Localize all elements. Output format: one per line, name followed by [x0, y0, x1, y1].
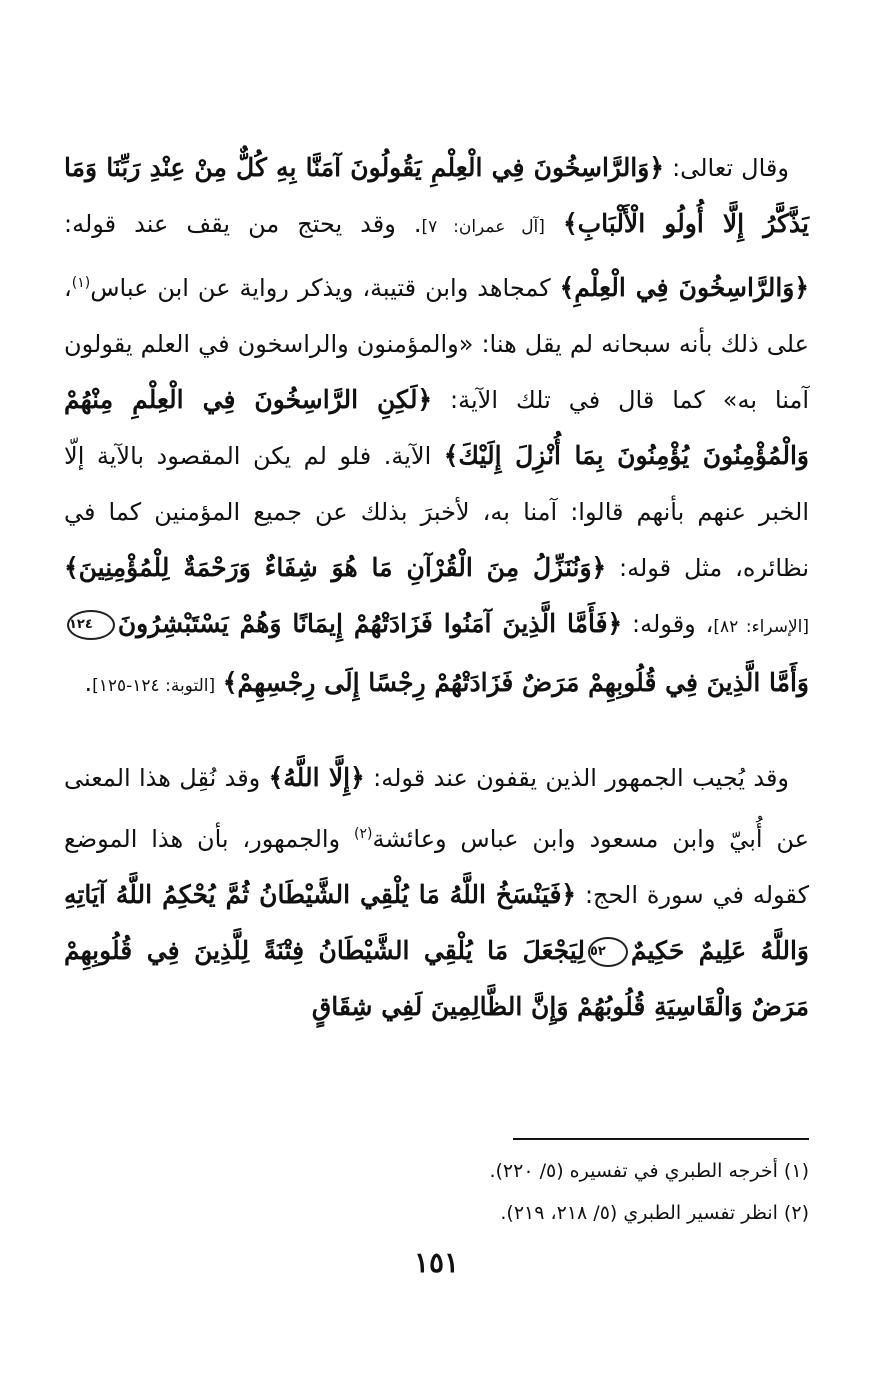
quran-verse: لِيَجْعَلَ مَا يُلْقِي الشَّيْطَانُ فِتْنَةً لِلَّذِينَ فِي قُلُوبِهِمْ مَرَضٌ وَالْقَاسِيَةِ قُلُوبُهُمْ وَإِنَّ الظَّالِمِينَ لَفِي شِقَاقٍ — [64, 936, 809, 1021]
ayah-number-marker: ١٢٤ — [67, 610, 115, 640]
quran-verse: ﴿وَالرَّاسِخُونَ فِي الْعِلْمِ يَقُولُونَ آمَنَّا بِهِ كُلٌّ مِنْ عِنْدِ رَبِّنَا وَمَا يَذَّكَّرُ إِلَّا أُولُو الْأَلْبَابِ﴾ — [64, 153, 809, 238]
footnote-marker: (١) — [71, 275, 91, 291]
ayah-number-marker: ٥٢ — [588, 937, 628, 967]
quran-verse: ﴿إِلَّا اللَّهُ﴾ — [268, 763, 365, 792]
footnotes — [64, 1150, 809, 1234]
verse-reference: [الإسراء: ٨٢] — [713, 617, 809, 637]
text-segment: والجمهور، بأن هذا الموضع كقوله في سورة الحج: — [64, 825, 809, 909]
verse-reference: [آل عمران: ٧] — [421, 217, 545, 237]
quran-verse: ﴿فَأَمَّا الَّذِينَ آمَنُوا فَزَادَتْهُمْ إِيمَانًا وَهُمْ يَسْتَبْشِرُونَ — [117, 609, 623, 638]
page-number: ١٥١ — [413, 1246, 460, 1279]
text-segment: وقد نُقِل هذا المعنى عن أُبيّ وابن مسعود وابن عباس وعائشة — [64, 764, 809, 853]
text-segment: ، على ذلك بأنه سبحانه لم يقل هنا: «والمؤمنون والراسخون في العلم يقولون آمنا به» كما قال في تلك الآية: — [64, 274, 809, 414]
footnote-1: (١) أخرجه الطبري في تفسيره (٥/ ٢٢٠). — [489, 1160, 809, 1182]
text-segment: كمجاهد وابن قتيبة، ويذكر رواية عن ابن عباس — [90, 274, 560, 302]
text-segment: الآية. فلو لم يكن المقصود بالآية إلّا الخبر عنهم بأنهم قالوا: آمنا به، لأخبرَ بذلك عن جميع المؤمنين كما في نظائره، مثل قوله: — [64, 442, 810, 582]
paragraph-1 — [64, 140, 809, 714]
footnote-marker: (٢) — [353, 826, 373, 842]
text-segment: وقد يُجيب الجمهور الذين يقفون عند قوله: — [364, 764, 790, 792]
body-text — [64, 140, 809, 1035]
paragraph-2 — [64, 750, 809, 1035]
text-segment: . — [84, 669, 93, 697]
quran-verse: ﴿وَالرَّاسِخُونَ فِي الْعِلْمِ﴾ — [559, 273, 810, 302]
quran-verse: ﴿لَكِنِ الرَّاسِخُونَ فِي الْعِلْمِ مِنْهُمْ وَالْمُؤْمِنُونَ يُؤْمِنُونَ بِمَا أُنْزِلَ إِلَيْكَ﴾ — [64, 385, 809, 470]
quran-verse: ﴿وَنُنَزِّلُ مِنَ الْقُرْآنِ مَا هُوَ شِفَاءٌ وَرَحْمَةٌ لِلْمُؤْمِنِينَ﴾ — [64, 553, 607, 582]
text-segment: وقال تعالى: — [663, 154, 789, 182]
verse-reference: [التوبة: ١٢٤-١٢٥] — [92, 676, 216, 696]
footnote-2: (٢) انظر تفسير الطبري (٥/ ٢١٨، ٢١٩). — [500, 1202, 809, 1224]
footnote-separator — [513, 1138, 809, 1140]
quran-verse: وَأَمَّا الَّذِينَ فِي قُلُوبِهِمْ مَرَضٌ فَزَادَتْهُمْ رِجْسًا إِلَى رِجْسِهِمْ﴾ — [222, 668, 809, 697]
text-segment: ، وقوله: — [622, 610, 714, 638]
quran-verse: ﴿فَيَنْسَخُ اللَّهُ مَا يُلْقِي الشَّيْطَانُ ثُمَّ يُحْكِمُ اللَّهُ آيَاتِهِ وَاللَّهُ عَلِيمٌ حَكِيمٌ — [64, 880, 809, 965]
text-segment: . وقد يحتج من يقف عند قوله: — [64, 210, 422, 238]
